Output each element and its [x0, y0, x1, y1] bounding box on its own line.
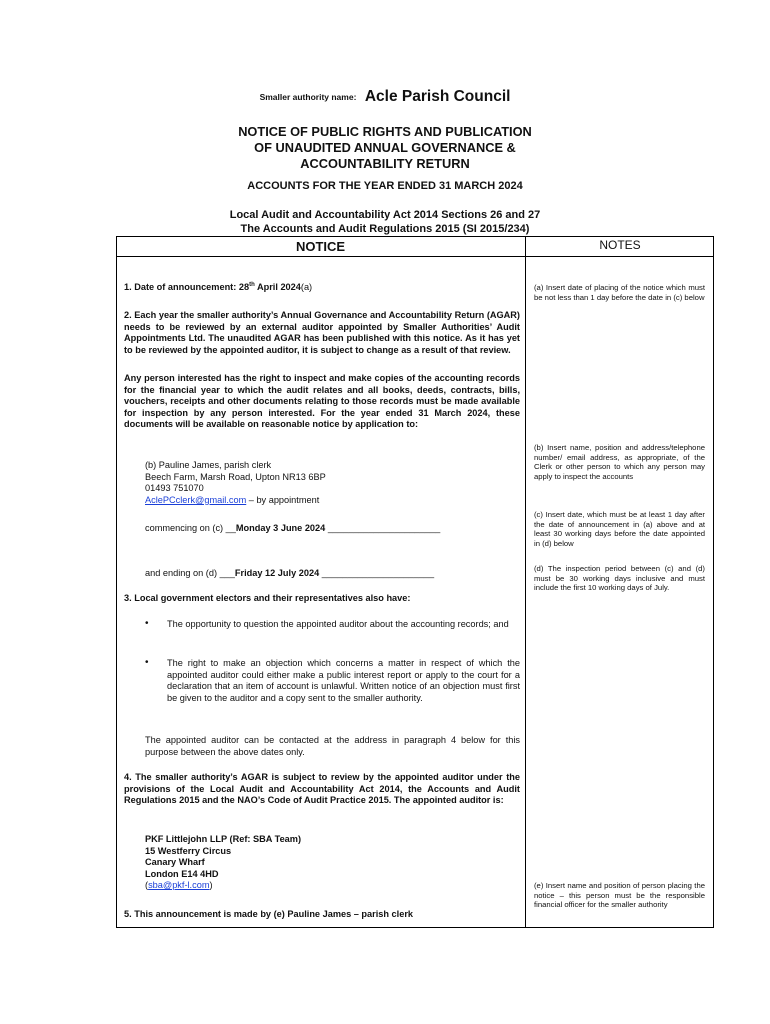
document-title [0, 124, 770, 173]
contact-email-line [145, 495, 520, 507]
column-divider [525, 236, 526, 928]
bullet-2-text: The right to make an objection which concerns a matter in respect of which the appointed auditor could either make a public interest report or apply to the court for a declaration that an item of account is unlawful. Written notice of an objection must first be given to the auditor and a copy sent to the smaller authority. [167, 658, 520, 703]
auditor-email-open: ( [145, 880, 149, 890]
title-line-2: OF UNAUDITED ANNUAL GOVERNANCE & [254, 140, 516, 156]
note-b: (b) Insert name, position and address/telephone number/ email address, as appropriate, of the Clerk or other person to which any person may apply to inspect the accounts [534, 443, 705, 481]
header-divider [116, 256, 714, 257]
note-a: (a) Insert date of placing of the notice which must be not less than 1 day before the date in (c) below [534, 283, 705, 302]
announcement-date: April 2024 [254, 282, 301, 292]
act-reference-2: The Accounts and Audit Regulations 2015 (SI 2015/234) [240, 222, 530, 235]
ending-prefix: and ending on (d) ___ [145, 568, 235, 578]
auditor-email-line [145, 880, 520, 892]
commencing-date: Monday 3 June 2024 [235, 523, 326, 533]
commencing-suffix: ______________________ [325, 523, 441, 533]
section-2-paragraph-2: Any person interested has the right to inspect and make copies of the accounting records for the financial year to which the audit relates and all books, deeds, contracts, bills, vouchers, receipts and other documents relating to those records must be made available for inspection by any person interested. For the year ended 31 March 2024, these documents will be available on reasonable notice by application to: [124, 373, 520, 430]
auditor-postcode: London E14 4HD [145, 868, 219, 879]
contact-email-suffix: – by appointment [246, 494, 320, 505]
authority-name-label: Smaller authority name: [259, 92, 357, 102]
contact-email-link[interactable]: AclePCclerk@gmail.com [145, 494, 247, 505]
section-1-date [124, 282, 520, 294]
bullet-2-marker: • [145, 657, 149, 668]
section-2-paragraph-1: 2. Each year the smaller authority’s Annual Governance and Accountability Return (AGAR) needs to be reviewed by an external auditor appointed by Smaller Authorities’ Audit Appointments Ltd. The unaudited AGAR has been published with this notice. As it has yet to be reviewed by the appointed auditor, it is subject to change as a result of that review. [124, 310, 520, 355]
section-5-announcement: 5. This announcement is made by (e) Pauline James – parish clerk [124, 909, 414, 919]
section-4-paragraph: 4. The smaller authority’s AGAR is subject to review by the appointed auditor under the provisions of the Local Audit and Accountability Act 2014, the Accounts and Audit Regulations 2015 and the NAO’s Code of Audit Practice 2015. The appointed auditor is: [124, 772, 520, 806]
auditor-address-block [145, 834, 520, 880]
auditor-name: PKF Littlejohn LLP (Ref: SBA Team) [145, 834, 302, 844]
auditor-email-link[interactable]: sba@pkf-l.com [148, 880, 210, 890]
authority-name: Acle Parish Council [364, 88, 511, 105]
commencing-line [145, 523, 520, 535]
accounts-year-subtitle: ACCOUNTS FOR THE YEAR ENDED 31 MARCH 2024 [247, 180, 523, 192]
ending-suffix: ______________________ [319, 568, 435, 578]
auditor-email-close: ) [209, 880, 213, 890]
contact-phone: 01493 751070 [145, 483, 204, 494]
date-ordinal: th [249, 281, 255, 288]
legislation-references [0, 209, 770, 236]
title-line-3: ACCOUNTABILITY RETURN [300, 156, 470, 172]
section-3-heading: 3. Local government electors and their representatives also have: [124, 593, 411, 603]
auditor-contact-note: The appointed auditor can be contacted at the address in paragraph 4 below for this purpose between the above dates only. [145, 735, 520, 757]
note-ref-a: (a) [300, 282, 313, 292]
title-line-1: NOTICE OF PUBLIC RIGHTS AND PUBLICATION [238, 124, 532, 139]
auditor-area: Canary Wharf [145, 857, 205, 868]
commencing-prefix: commencing on (c) __ [145, 523, 236, 533]
note-e: (e) Insert name and position of person placing the notice – this person must be the responsible financial officer for the smaller authority [534, 881, 705, 910]
notice-heading: NOTICE [295, 239, 346, 254]
auditor-street: 15 Westferry Circus [145, 845, 232, 856]
ending-line [145, 568, 520, 580]
contact-name: (b) Pauline James, parish clerk [145, 460, 272, 470]
announcement-label: 1. Date of announcement: 28 [124, 282, 250, 292]
note-d: (d) The inspection period between (c) and (d) must be 30 working days inclusive and must include the first 10 working days of July. [534, 564, 705, 593]
ending-date: Friday 12 July 2024 [234, 568, 320, 578]
authority-name-line [0, 88, 770, 106]
bullet-1-text: The opportunity to question the appointed auditor about the accounting records; and [167, 619, 509, 629]
bullet-1-marker: • [145, 618, 149, 629]
note-c: (c) Insert date, which must be at least 1 day after the date of announcement in (a) above and at least 30 working days before the date appointed in (d) below [534, 510, 705, 548]
notes-heading: NOTES [599, 238, 641, 252]
contact-block [145, 460, 520, 506]
contact-address: Beech Farm, Marsh Road, Upton NR13 6BP [145, 471, 326, 482]
act-reference-1: Local Audit and Accountability Act 2014 Sections 26 and 27 [229, 209, 541, 221]
